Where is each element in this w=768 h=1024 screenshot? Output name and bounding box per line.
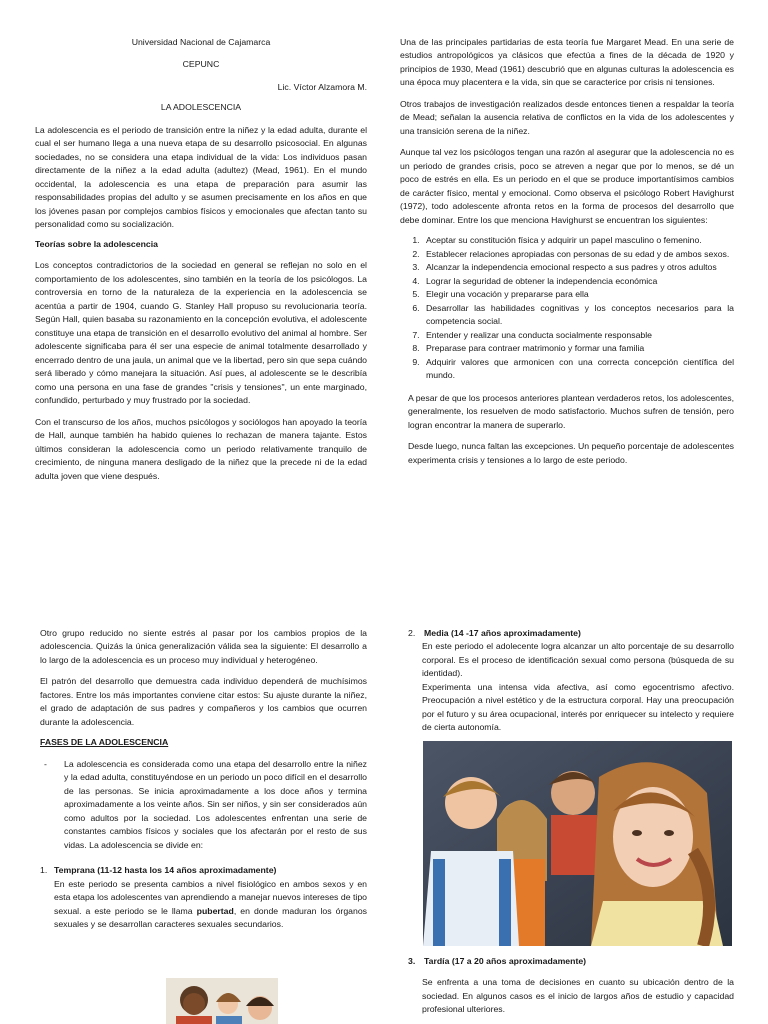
theories-paragraph-2: Con el transcurso de los años, muchos psicólogos y sociólogos han apoyado la teoría de Hall, aunque también ha habido quienes lo rechazan de manera tajante. Estos últimos consideran la adolescencia como un periodo relativamente tranquilo de crecimiento, de ninguna manera desligado de la niñez que la precede ni de la edad adulta joven que viene después. [35,416,367,481]
phase1-pubertad: pubertad [196,905,234,916]
page2-right-column [408,627,734,735]
list-item: 8. Preparase para contraer matrimonio y formar una familia [422,342,734,355]
phase3-section [408,955,734,1017]
exceptions-paragraph: Desde luego, nunca faltan las excepciones. Un pequeño porcentaje de adolescentes experimenta crisis y tensiones a lo largo de este periodo. [408,441,735,465]
phase1-number: 1. [40,865,48,876]
intro-paragraph: La adolescencia es el periodo de transición entre la niñez y la edad adulta, durante el cual el ser humano llega a una nueva etapa de su desarrollo psicosocial. En algunas sociedades, no se considera una etapa individual de la vida: Los individuos pasan directamente de la niñez a la edad adulta (adultez) (Mead, 1961). En el mundo occidental, la adolescencia es una etapa de preparación para asumir las responsabilidades propias del adulto y se asumen precisamente en los años en que los jóvenes pasan por complejos cambios físicos y emocionales que afectan tanto su personalidad como su socialización. [35,124,367,230]
theories-heading: Teorías sobre la adolescencia [35,238,158,249]
phase3-number: 3. [408,956,416,966]
development-pattern-paragraph: El patrón del desarrollo que demuestra cada individuo dependerá de muchísimos factores. Entre los más importantes conviene citar estos: Su ajuste durante la niñez, el grado de adaptación de sus padres y compañeros y los cambios que ocurren durante la adolescencia. [40,676,367,727]
phases-heading: FASES DE LA ADOLESCENCIA [40,737,169,748]
phase1-title: Temprana (11-12 hasta los 14 años aproximadamente) [54,865,277,876]
list-item: 9. Adquirir valores que armonicen con una correcta concepción científica del mundo. [422,356,734,383]
reduced-group-paragraph: Otro grupo reducido no siente estrés al pasar por los cambios propios de la adolescencia. Quizás la única generalización válida sea la siguiente: El desarrollo a lo largo de la adolescencia es un proceso muy individual y heterogéneo. [40,628,367,665]
research-paragraph: Otros trabajos de investigación realizados desde entonces tienen a respaldar la teoría de Mead; señalan la ausencia relativa de conflictos en la vida de los adolescentes y una transición serena de la niñez. [400,98,734,136]
page2-left-column [40,627,367,932]
mead-paragraph: Una de las principales partidarias de esta teoría fue Margaret Mead. En una serie de estudios antropológicos ya clásicos que efectúa a fines de la década de 1920 y principios de 1930, Mead (1961) descubrió que en algunas culturas la adolescencia es una época muy placentera e la vida, sin que se caracterice por crisis ni tensiones. [400,37,734,88]
phase2-paragraph-1: En este periodo el adolecente logra alcanzar un alto porcentaje de su desarrollo corporal. Es el proceso de identificación sexual como persona (búsqueda de su identidad). [422,641,734,679]
teenagers-photo [423,741,732,946]
phase1-text [40,878,367,932]
development-tasks-list [400,234,734,382]
phases-intro-text: La adolescencia es considerada como una etapa del desarrollo entre la niñez y la edad adulta, constituyéndose en un periodo un poco difícil en el desarrollo de las personas. Se inicia aproximadamente a los doce años y termina aproximadamente a los veinte años. Sin ser niños, y sin ser considerados aún como adultos por la sociedad. Los adolescentes enfrentan una serie de constantes cambios físicos y sociales que los afectarán por el resto de sus vidas. La adolescencia se divide en: [64,758,367,850]
dash-marker: - [44,758,47,769]
phase3-title: Tardía (17 a 20 años aproximadamente) [424,956,587,966]
phase3-heading [408,955,734,968]
phase2-heading [408,627,734,640]
phase2-title: Media (14 -17 años aproximadamente) [424,628,581,638]
children-photo [166,978,278,1024]
list-item: 5. Elegir una vocación y prepararse para ella [422,288,734,301]
list-item: 1. Aceptar su constitución física y adquirir un papel masculino o femenino. [422,234,734,247]
phase1-heading [40,864,367,877]
page1-left-column [35,36,367,483]
teenagers-photo-image [423,741,732,946]
havighurst-paragraph: Aunque tal vez los psicólogos tengan una razón al asegurar que la adolescencia no es un periodo de grandes crisis, poco se atreven a negar que por lo menos, se dé un poco de estrés en ella. Es un periodo en el que se produce importantísimos cambios de carácter físico, mental y emocional. Como observa el psicólogo Robert Havighurst (1972), todo adolescente afronta retos en la forma de procesos del desarrollo que debe dominar. Entre los que menciona Havighurst se encuentran los siguientes: [400,147,734,225]
list-item: 3. Alcanzar la independencia emocional respecto a sus padres y otros adultos [422,261,734,274]
university-name: Universidad Nacional de Cajamarca [131,37,271,47]
document-title: LA ADOLESCENCIA [160,102,242,113]
phase1-text-start: En este periodo se presenta cambios a nivel fisiológico en ambos sexos y en esta etapa los adolescentes van aprendiendo a manejar nuevos intereses de tipo sexual. a este periodo se le llama [54,878,367,916]
list-item: 4. Lograr la seguridad de obtener la independencia económica [422,275,734,288]
theories-paragraph-1: Los conceptos contradictorios de la sociedad en general se reflejan no solo en el comportamiento de los adolescentes, sino también en la teoría de los psicólogos. La controversia en torno de la naturaleza de la experiencia en la adolescencia se acentúa a partir de 1904, cuando G. Stanley Hall propuso su revolucionaria teoría. Según Hall, quien basaba su razonamiento en la concepción evolutiva, el adolescente constituye una etapa de transición en el desarrollo evolutivo del animal al hombre. Ser adolescente significaba para él ser una especie de animal totalmente desarrollado y encerrado dentro de una jaula, un animal que ve la libertad, pero sin que sepa cuándo será liberado y cómo manejara la situación. Así pues, al adolescente se le describía como una persona en una fase de grandes "crisis y tensiones", un ente marginado, confundido, perturbado y muy frustrado por la sociedad. [35,260,367,406]
challenges-paragraph: A pesar de que los procesos anteriores plantean verdaderos retos, los adolescentes, generalmente, los resuelven de modo satisfactorio. Muchos sufren de tensión, pero logran encontrar la manera de superarlo. [408,392,734,430]
list-item: 6. Desarrollar las habilidades cognitivas y los conceptos necesarios para la competencia social. [422,302,734,329]
phase2-number: 2. [408,628,416,638]
institution-name: CEPUNC [182,59,220,70]
author-name: Lic. Víctor Alzamora M. [277,81,367,92]
phase2-paragraph-2: Experimenta una intensa vida afectiva, así como egocentrismo afectivo. Preocupación a nivel estético y de la estructura corporal. Hay una preocupación por el futuro y su área ocupacional, interés por enriquecer su intelecto y requiere de cierta autonomía. [422,681,734,733]
phases-intro-item [40,758,367,852]
children-photo-image [166,978,278,1024]
phase3-paragraph: Se enfrenta a una toma de decisiones en cuanto su ubicación dentro de la sociedad. En algunos casos es el inicio de largos años de estudio y capacidad profesional ulteriores. [422,977,734,1015]
list-item: 2. Establecer relaciones apropiadas con personas de su edad y de ambos sexos. [422,248,734,261]
list-item: 7. Entender y realizar una conducta socialmente responsable [422,329,734,342]
page1-right-column [400,36,734,467]
phase1-text-end: , en donde maduran los órganos sexuales y se desarrollan caracteres sexuales secundarios. [54,905,367,930]
